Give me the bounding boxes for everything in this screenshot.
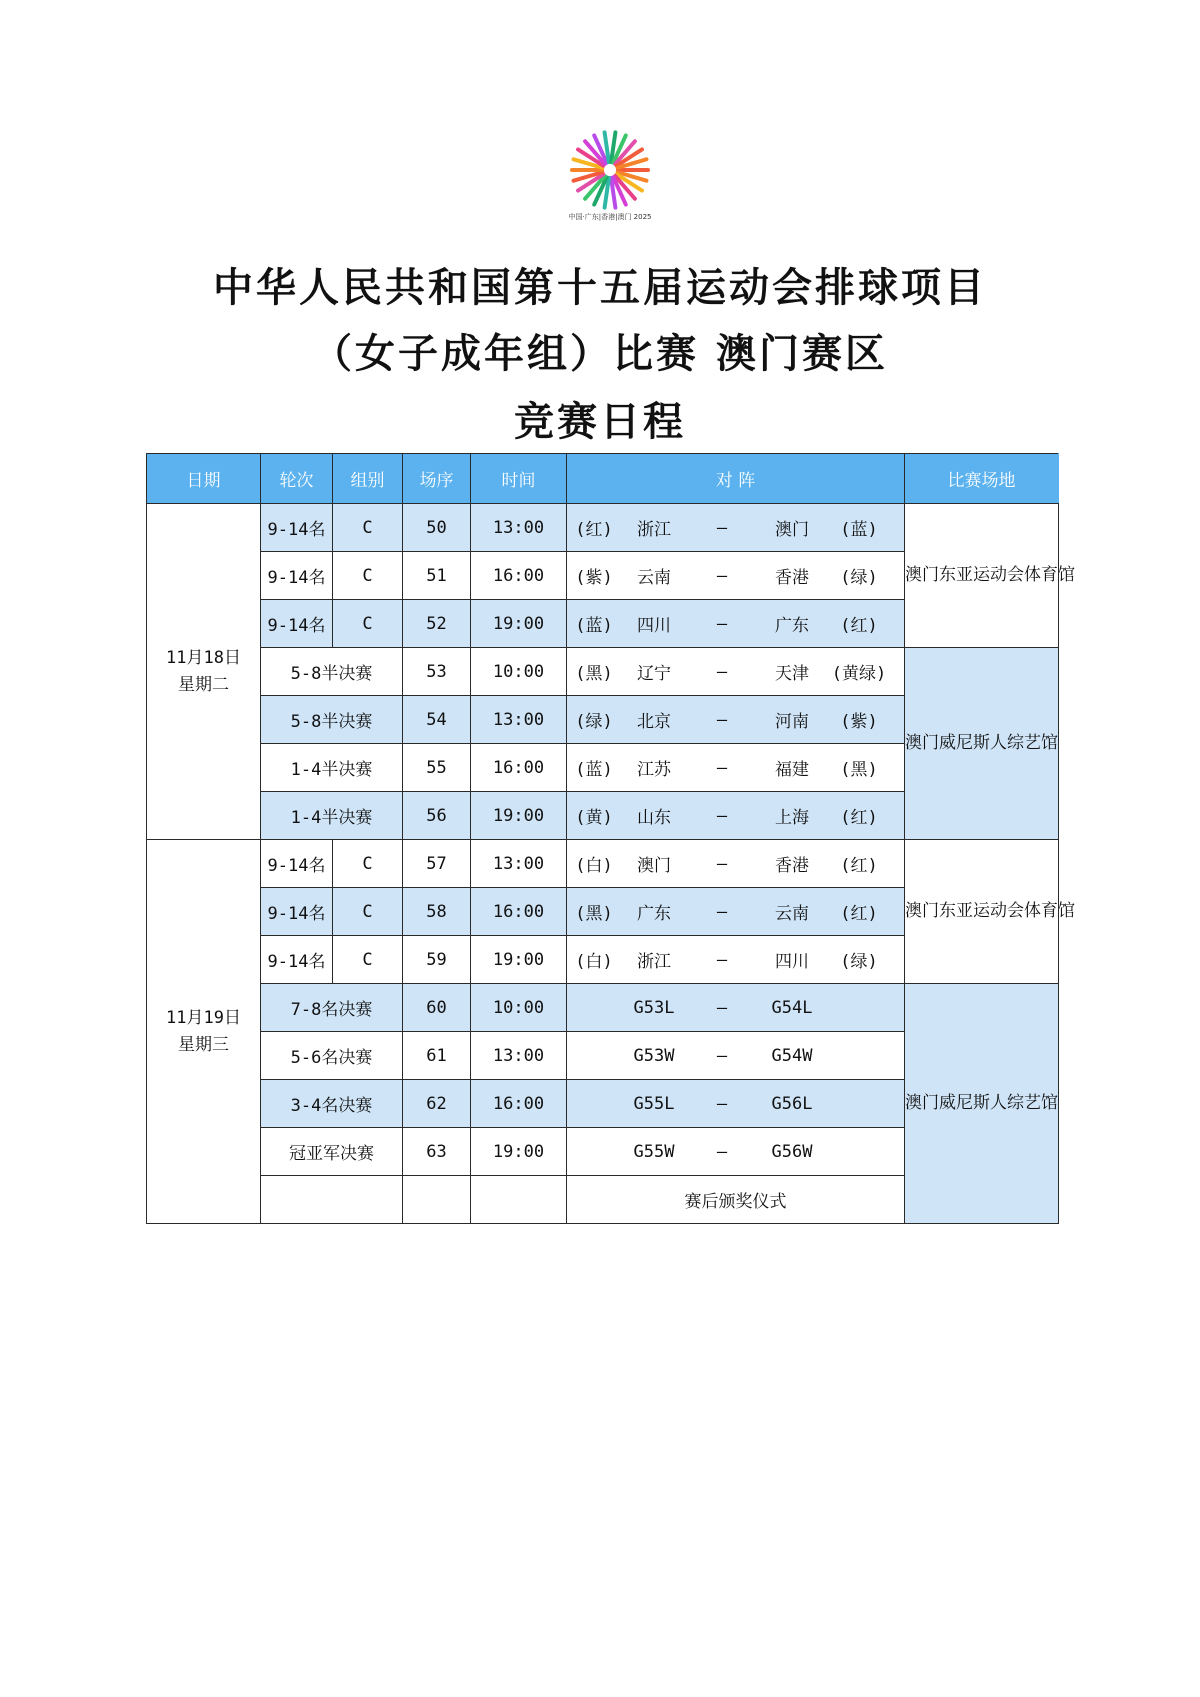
team-a: 云南 [637,568,671,588]
team-b: 广东 [775,616,809,636]
time-cell: 19:00 [471,936,567,984]
vs-dash: — [716,853,728,874]
team-b: 香港 [775,856,809,876]
time-cell: 16:00 [471,1080,567,1128]
header-match-no: 场序 [403,454,471,504]
matchup-cell [567,1032,905,1080]
team-a: 澳门 [637,856,671,876]
table-row [147,648,1059,696]
venue-cell: 澳门东亚运动会体育馆 [905,840,1059,984]
team-a-color: (红) [575,520,613,540]
time-cell: 19:00 [471,792,567,840]
round-cell: 1-4半决赛 [261,744,403,792]
time-cell: 16:00 [471,888,567,936]
team-a-color: (黑) [575,664,613,684]
date-cell [147,840,261,1224]
team-b-color: (红) [840,904,878,924]
team-a: 广东 [637,904,671,924]
team-a-color: (蓝) [575,760,613,780]
team-b: G56W [771,1141,813,1162]
table-row [147,840,1059,888]
match-no-cell: 62 [403,1080,471,1128]
match-no-cell: 63 [403,1128,471,1176]
match-no-cell: 50 [403,504,471,552]
team-b-color: (蓝) [840,520,878,540]
match-no-cell: 58 [403,888,471,936]
header-matchup: 对 阵 [567,454,905,504]
matchup-cell [567,600,905,648]
games-logo [560,126,660,230]
empty-cell [471,1176,567,1224]
header-date: 日期 [147,454,261,504]
team-b-color: (红) [840,616,878,636]
vs-dash: — [716,1141,728,1162]
matchup-cell [567,1080,905,1128]
matchup-cell [567,552,905,600]
empty-cell [403,1176,471,1224]
table-row [147,504,1059,552]
time-cell: 10:00 [471,648,567,696]
vs-dash: — [716,1093,728,1114]
team-a: G55W [633,1141,675,1162]
matchup-cell [567,648,905,696]
vs-dash: — [716,613,728,634]
page-title-line-2: （女子成年组）比赛 澳门赛区 [312,331,888,377]
group-cell: C [333,936,403,984]
matchup-cell [567,504,905,552]
time-cell: 19:00 [471,1128,567,1176]
team-b: G56L [771,1093,813,1114]
group-cell: C [333,504,403,552]
team-b: 河南 [775,712,809,732]
vs-dash: — [716,949,728,970]
ceremony-cell: 赛后颁奖仪式 [567,1176,905,1224]
team-a-color: (黄) [575,808,613,828]
round-cell: 5-8半决赛 [261,696,403,744]
weekday-text: 星期二 [178,674,229,695]
header-round: 轮次 [261,454,333,504]
vs-dash: — [716,565,728,586]
match-no-cell: 57 [403,840,471,888]
date-cell [147,504,261,840]
vs-dash: — [716,805,728,826]
flower-emblem-icon [560,126,660,212]
matchup-cell [567,696,905,744]
vs-dash: — [716,517,728,538]
table-row [147,984,1059,1032]
group-cell: C [333,600,403,648]
team-b: 澳门 [775,520,809,540]
round-cell: 9-14名 [261,504,333,552]
team-a-color: (黑) [575,904,613,924]
team-b: 上海 [775,808,809,828]
team-b: 四川 [775,952,809,972]
team-a-color: (白) [575,856,613,876]
matchup-cell [567,792,905,840]
venue-cell: 澳门东亚运动会体育馆 [905,504,1059,648]
team-b-color: (黄绿) [831,664,887,684]
team-a: G53W [633,1045,675,1066]
time-cell: 10:00 [471,984,567,1032]
match-no-cell: 53 [403,648,471,696]
team-b: 香港 [775,568,809,588]
match-no-cell: 56 [403,792,471,840]
team-b-color: (红) [840,808,878,828]
vs-dash: — [716,757,728,778]
vs-dash: — [716,661,728,682]
team-b-color: (绿) [840,952,878,972]
venue-cell: 澳门威尼斯人综艺馆 [905,984,1059,1224]
team-a: 浙江 [637,952,671,972]
page-title-line-1: 中华人民共和国第十五届运动会排球项目 [213,265,987,311]
time-cell: 19:00 [471,600,567,648]
match-no-cell: 61 [403,1032,471,1080]
time-cell: 13:00 [471,840,567,888]
round-cell: 9-14名 [261,888,333,936]
header-venue: 比赛场地 [905,454,1059,504]
matchup-cell [567,888,905,936]
header-time: 时间 [471,454,567,504]
weekday-text: 星期三 [178,1034,229,1055]
round-cell: 5-8半决赛 [261,648,403,696]
round-cell: 1-4半决赛 [261,792,403,840]
group-cell: C [333,888,403,936]
time-cell: 13:00 [471,504,567,552]
vs-dash: — [716,901,728,922]
team-b: G54W [771,1045,813,1066]
matchup-cell [567,840,905,888]
team-a: 辽宁 [637,664,671,684]
team-a-color: (蓝) [575,616,613,636]
team-a: 江苏 [637,760,671,780]
round-cell: 5-6名决赛 [261,1032,403,1080]
round-cell: 9-14名 [261,840,333,888]
team-a: 北京 [637,712,671,732]
matchup-cell [567,984,905,1032]
team-a: G53L [633,997,675,1018]
time-cell: 13:00 [471,1032,567,1080]
round-cell: 9-14名 [261,552,333,600]
date-text: 11月18日 [166,647,241,668]
vs-dash: — [716,709,728,730]
schedule-table [146,453,1075,1224]
match-no-cell: 51 [403,552,471,600]
round-cell: 冠亚军决赛 [261,1128,403,1176]
match-no-cell: 55 [403,744,471,792]
vs-dash: — [716,997,728,1018]
round-cell: 3-4名决赛 [261,1080,403,1128]
round-cell: 9-14名 [261,600,333,648]
group-cell: C [333,552,403,600]
page-title-line-3: 竞赛日程 [514,399,686,445]
time-cell: 16:00 [471,744,567,792]
team-a: 浙江 [637,520,671,540]
team-a: 四川 [637,616,671,636]
team-b: G54L [771,997,813,1018]
team-b-color: (绿) [840,568,878,588]
date-text: 11月19日 [166,1007,241,1028]
team-b-color: (红) [840,856,878,876]
match-no-cell: 60 [403,984,471,1032]
team-b: 福建 [775,760,809,780]
empty-cell [261,1176,403,1224]
venue-cell: 澳门威尼斯人综艺馆 [905,648,1059,840]
team-a-color: (白) [575,952,613,972]
time-cell: 16:00 [471,552,567,600]
time-cell: 13:00 [471,696,567,744]
match-no-cell: 54 [403,696,471,744]
group-cell: C [333,840,403,888]
team-a: 山东 [637,808,671,828]
match-no-cell: 59 [403,936,471,984]
team-a-color: (绿) [575,712,613,732]
team-a: G55L [633,1093,675,1114]
matchup-cell [567,1128,905,1176]
matchup-cell [567,744,905,792]
vs-dash: — [716,1045,728,1066]
logo-caption: 中国·广东|香港|澳门 2025 [568,213,652,221]
team-b-color: (紫) [840,712,878,732]
header-group: 组别 [333,454,403,504]
team-b: 云南 [775,904,809,924]
round-cell: 9-14名 [261,936,333,984]
round-cell: 7-8名决赛 [261,984,403,1032]
team-a-color: (紫) [575,568,613,588]
match-no-cell: 52 [403,600,471,648]
matchup-cell [567,936,905,984]
team-b: 天津 [775,664,809,684]
table-header-row [147,454,1059,504]
team-b-color: (黑) [840,760,878,780]
